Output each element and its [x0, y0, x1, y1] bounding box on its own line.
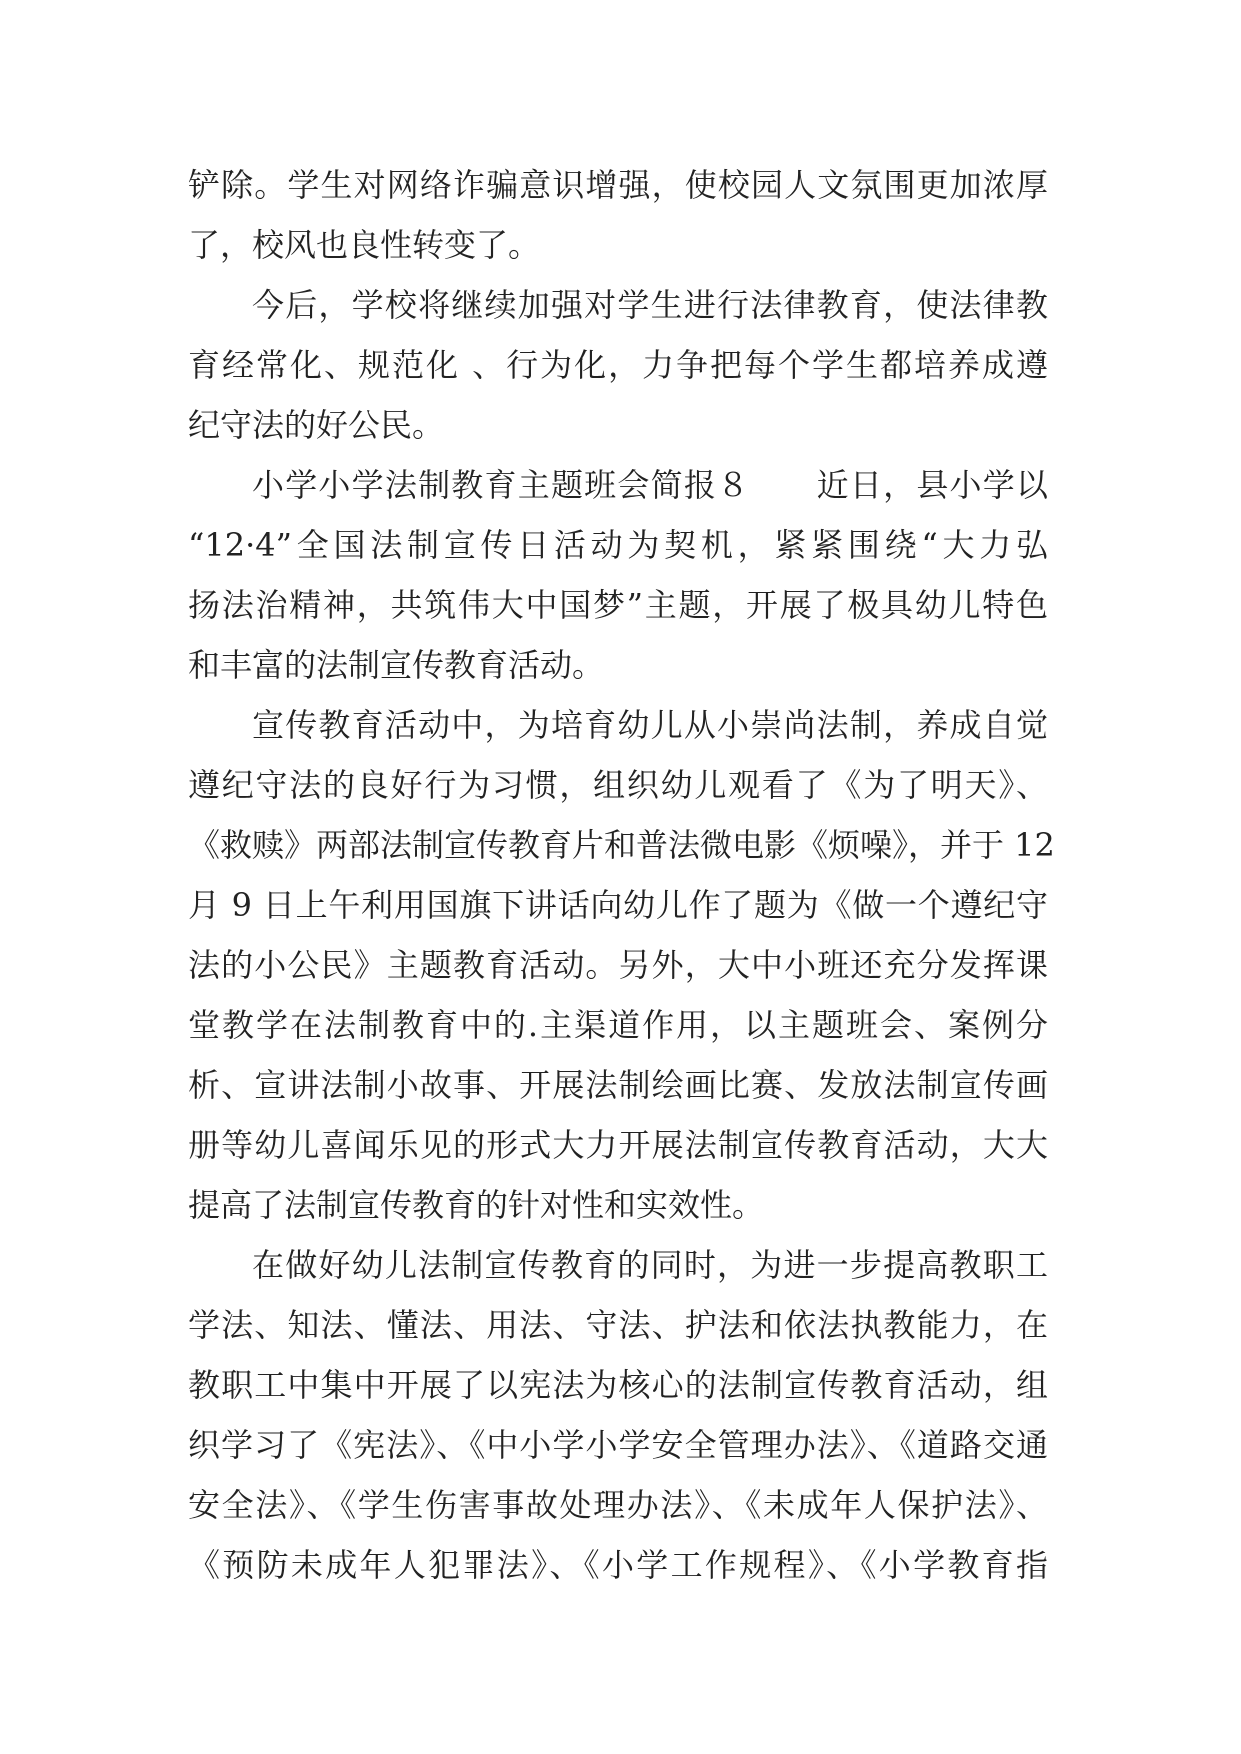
text-line: 法的小公民》主题教育活动。另外，大中小班还充分发挥课 — [188, 946, 1048, 984]
text-line: 《预防未成年人犯罪法》、《小学工作规程》、《小学教育指 — [188, 1546, 1048, 1584]
text-line: 册等幼儿喜闻乐见的形式大力开展法制宣传教育活动，大大 — [188, 1126, 1048, 1164]
text-line: 宣传教育活动中，为培育幼儿从小崇尚法制，养成自觉 — [252, 706, 1048, 744]
text-line: 提高了法制宣传教育的针对性和实效性。 — [188, 1186, 765, 1224]
text-line: 学法、知法、懂法、用法、守法、护法和依法执教能力，在 — [188, 1306, 1048, 1344]
text-line: 扬法治精神，共筑伟大中国梦”主题，开展了极具幼儿特色 — [188, 586, 1048, 624]
text-line: 育经常化、规范化 、行为化，力争把每个学生都培养成遵 — [188, 346, 1048, 384]
document-body — [188, 155, 1055, 1595]
text-line: 教职工中集中开展了以宪法为核心的法制宣传教育活动，组 — [188, 1366, 1048, 1404]
text-line: 和丰富的法制宣传教育活动。 — [188, 646, 605, 684]
text-line: 安全法》、《学生伤害事故处理办法》、《未成年人保护法》、 — [188, 1486, 1048, 1524]
text-line: 铲除。学生对网络诈骗意识增强，使校园人文氛围更加浓厚 — [188, 166, 1048, 204]
text-line: 小学小学法制教育主题班会简报８ 近日，县小学以 — [252, 466, 1048, 504]
text-line: 今后，学校将继续加强对学生进行法律教育，使法律教 — [252, 286, 1048, 324]
text-line: “12·4”全国法制宣传日活动为契机，紧紧围绕“大力弘 — [188, 526, 1048, 564]
text-line: 了，校风也良性转变了。 — [188, 226, 541, 264]
text-line: 纪守法的好公民。 — [188, 406, 445, 444]
text-line: 堂教学在法制教育中的.主渠道作用，以主题班会、案例分 — [188, 1006, 1048, 1044]
text-line: 织学习了《宪法》、《中小学小学安全管理办法》、《道路交通 — [188, 1426, 1048, 1464]
text-line: 《救赎》两部法制宣传教育片和普法微电影《烦噪》，并于 12 — [188, 826, 1055, 864]
text-line: 月 9 日上午利用国旗下讲话向幼儿作了题为《做一个遵纪守 — [188, 886, 1048, 924]
text-line: 遵纪守法的良好行为习惯，组织幼儿观看了《为了明天》、 — [188, 766, 1048, 804]
text-line: 在做好幼儿法制宣传教育的同时，为进一步提高教职工 — [252, 1246, 1048, 1284]
text-line: 析、宣讲法制小故事、开展法制绘画比赛、发放法制宣传画 — [188, 1066, 1048, 1104]
